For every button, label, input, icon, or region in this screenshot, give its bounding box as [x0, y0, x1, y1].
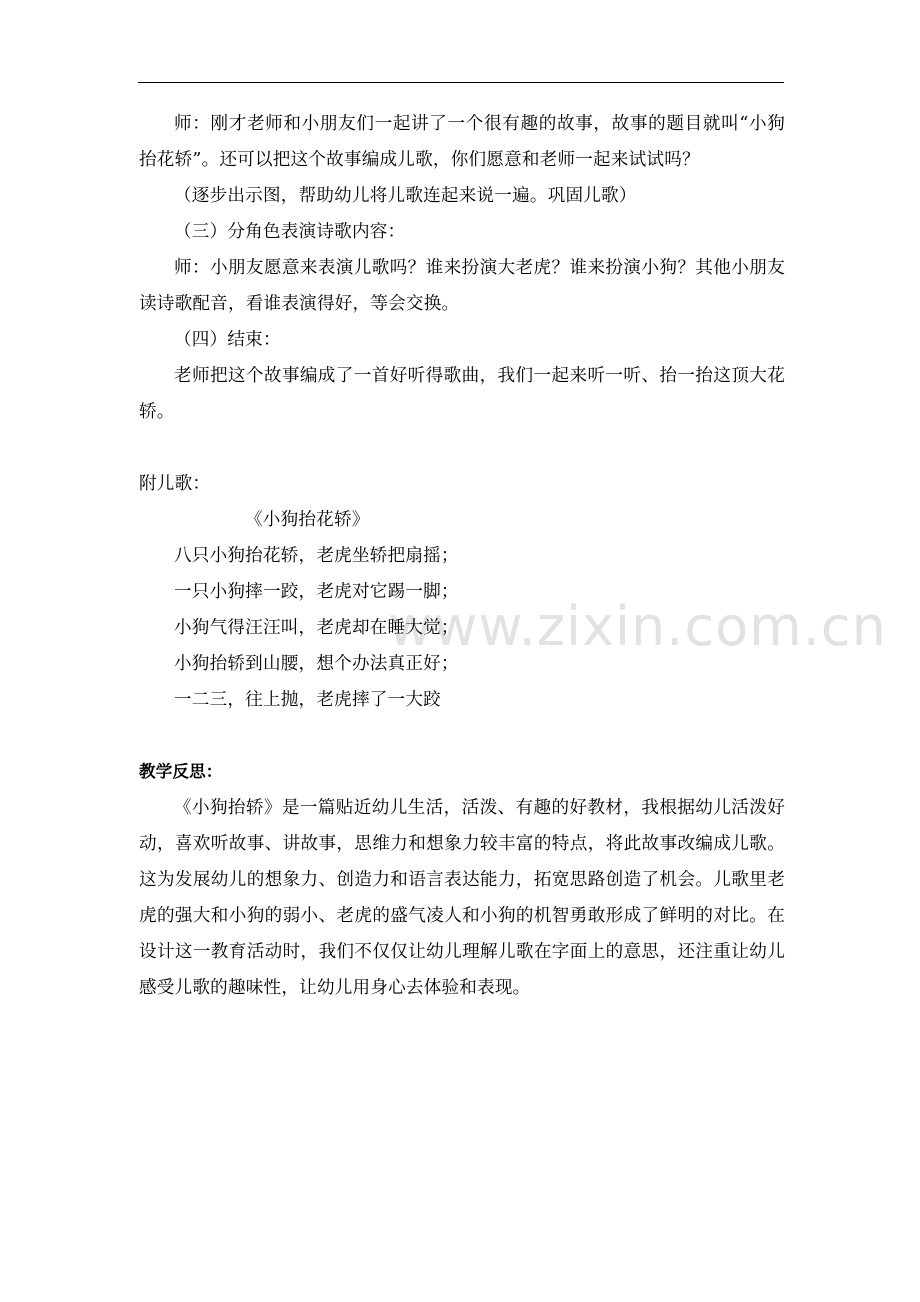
paragraph-show-pictures: （逐步出示图，帮助幼儿将儿歌连起来说一遍。巩固儿歌） [174, 186, 637, 206]
poem-line: 八只小狗抬花轿，老虎坐轿把扇摇； [174, 546, 459, 566]
poem-line: 小狗抬轿到山腰，想个办法真正好； [174, 654, 459, 674]
header-rule [138, 82, 784, 83]
poem-line: 小狗气得汪汪叫，老虎却在睡大觉； [174, 618, 459, 638]
poem-title: 《小狗抬花轿》 [245, 510, 370, 530]
reflection-body: 《小狗抬轿》是一篇贴近幼儿生活，活泼、有趣的好教材，我根据幼儿活泼好动，喜欢听故事、讲故事，思维力和想象力较丰富的特点，将此故事改编成儿歌。这为发展幼儿的想象力、创造力和语言表达能力，拓宽思路创造了机会。儿歌里老虎的强大和小狗的弱小、老虎的盛气凌人和小狗的机智勇敢形成了鲜明的对比。在设计这一教育活动时，我们不仅仅让幼儿理解儿歌在字面上的意思，还注重让幼儿感受儿歌的趣味性，让幼儿用身心去体验和表现。 [139, 798, 785, 998]
watermark-text: www.zixin.com.cn [388, 595, 887, 658]
appendix-label: 附儿歌： [139, 474, 211, 494]
spacer [139, 718, 785, 754]
paragraph-section-three: （三）分角色表演诗歌内容： [174, 222, 406, 242]
paragraph-song: 老师把这个故事编成了一首好听得歌曲，我们一起来听一听、抬一抬这顶大花轿。 [139, 366, 785, 422]
poem-line: 一只小狗摔一跤，老虎对它踢一脚； [174, 582, 459, 602]
paragraph-role-play: 师：小朋友愿意来表演儿歌吗？谁来扮演大老虎？谁来扮演小狗？其他小朋友读诗歌配音，看谁表演得好，等会交换。 [139, 258, 785, 314]
document-body [139, 106, 785, 1006]
poem-line: 一二三，往上抛，老虎摔了一大跤 [174, 690, 441, 710]
paragraph-section-four: （四）结束： [174, 330, 281, 350]
spacer [139, 430, 785, 466]
paragraph-teacher-story: 师：刚才老师和小朋友们一起讲了一个很有趣的故事，故事的题目就叫“小狗抬花轿”。还可以把这个故事编成儿歌，你们愿意和老师一起来试试吗？ [139, 114, 785, 170]
reflection-heading: 教学反思： [139, 762, 223, 781]
